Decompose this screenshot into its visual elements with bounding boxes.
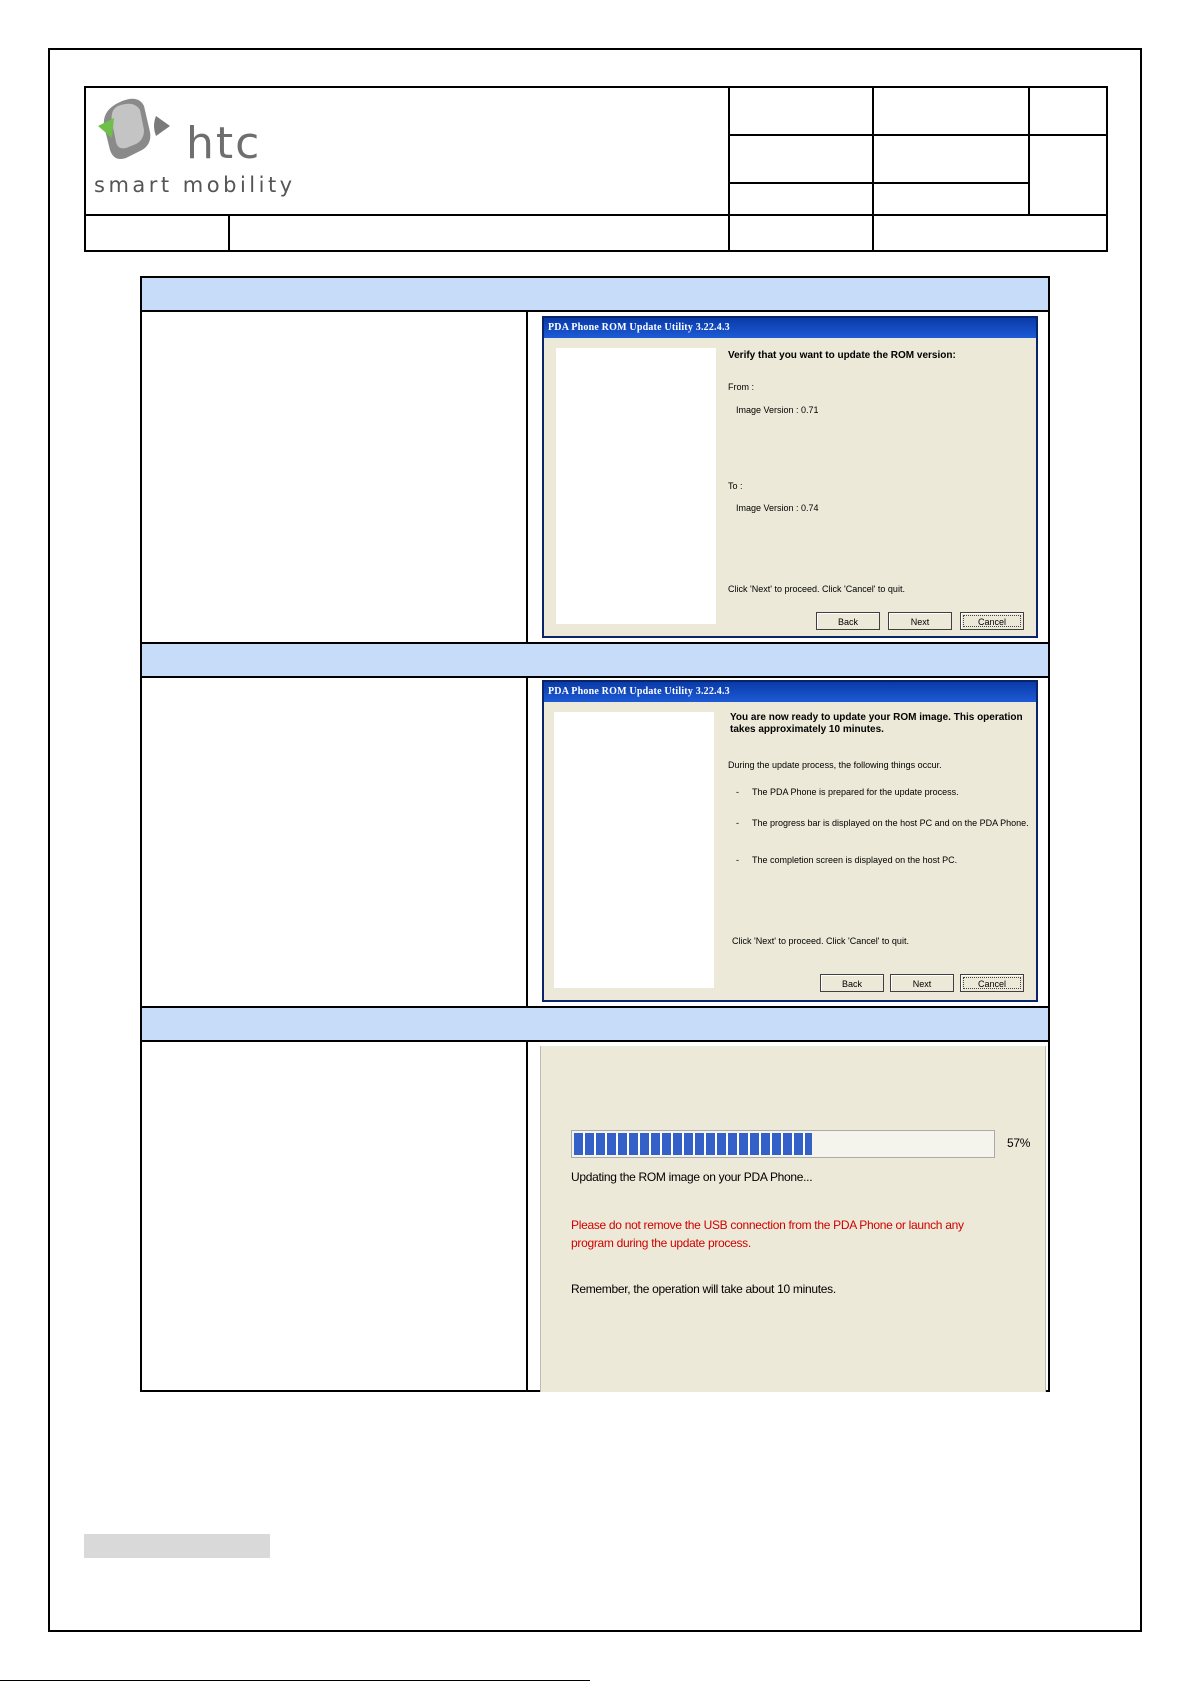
header-cell	[873, 215, 1107, 251]
back-button[interactable]: Back	[816, 612, 880, 630]
logo-wordmark: htc	[186, 118, 262, 169]
progress-status: Updating the ROM image on your PDA Phone...	[571, 1170, 813, 1184]
dialog-intro: During the update process, the following things occur.	[728, 760, 942, 770]
dialog-title-bar: PDA Phone ROM Update Utility 3.22.4.3	[544, 318, 1036, 338]
dialog-image-panel	[556, 348, 716, 624]
header-cell	[729, 215, 873, 251]
footer-rule	[0, 1680, 590, 1681]
section-band	[142, 278, 1048, 312]
header-cell	[1029, 135, 1107, 215]
logo-cell	[85, 87, 729, 215]
dialog-instruction: Click 'Next' to proceed. Click 'Cancel' to quit.	[732, 936, 909, 946]
back-button[interactable]: Back	[820, 974, 884, 992]
document-header-table	[84, 86, 1108, 252]
usb-warning: Please do not remove the USB connection from the PDA Phone or launch any program during the update process.	[571, 1218, 964, 1250]
header-cell	[873, 135, 1029, 183]
dialog-heading-line1: You are now ready to update your ROM image. This operation	[730, 712, 1023, 723]
to-label: To :	[728, 481, 743, 491]
header-cell	[1029, 87, 1107, 135]
dialog-heading-line2: takes approximately 10 minutes.	[730, 724, 884, 735]
duration-reminder: Remember, the operation will take about 10 minutes.	[571, 1282, 836, 1296]
cancel-button[interactable]: Cancel	[960, 612, 1024, 630]
update-progress-panel	[540, 1046, 1046, 1392]
logo-shape-light	[112, 104, 144, 149]
bullet-marker: -	[736, 855, 739, 865]
cancel-button[interactable]: Cancel	[960, 974, 1024, 992]
header-cell	[729, 183, 873, 215]
bullet-item: The PDA Phone is prepared for the update process.	[752, 787, 959, 797]
header-cell	[729, 87, 873, 135]
bullet-marker: -	[736, 787, 739, 797]
column-divider	[526, 1042, 528, 1390]
bullet-marker: -	[736, 818, 739, 828]
next-button[interactable]: Next	[888, 612, 952, 630]
htc-logo	[90, 92, 320, 202]
progress-bar-fill	[574, 1133, 812, 1155]
section-band	[142, 1006, 1048, 1042]
column-divider	[526, 312, 528, 642]
header-cell	[729, 135, 873, 183]
dialog-title-bar: PDA Phone ROM Update Utility 3.22.4.3	[544, 682, 1036, 702]
section-band	[142, 642, 1048, 678]
header-cell	[229, 215, 729, 251]
to-version: Image Version : 0.74	[736, 503, 819, 513]
bullet-item: The progress bar is displayed on the host PC and on the PDA Phone.	[752, 818, 1029, 828]
verify-rom-dialog	[542, 316, 1038, 638]
progress-percent: 57%	[1007, 1136, 1031, 1150]
footer-gray-box	[84, 1534, 270, 1558]
ready-update-dialog	[542, 680, 1038, 1002]
header-cell	[85, 215, 229, 251]
next-button[interactable]: Next	[890, 974, 954, 992]
logo-tagline: smart mobility	[94, 173, 296, 197]
from-label: From :	[728, 382, 754, 392]
header-cell	[873, 183, 1029, 215]
bullet-item: The completion screen is displayed on the host PC.	[752, 855, 958, 865]
header-cell	[873, 87, 1029, 135]
logo-arrow-gray	[154, 116, 170, 136]
dialog-instruction: Click 'Next' to proceed. Click 'Cancel' to quit.	[728, 584, 905, 594]
steps-table	[140, 276, 1050, 1392]
from-version: Image Version : 0.71	[736, 405, 819, 415]
dialog-image-panel	[554, 712, 714, 988]
dialog-heading: Verify that you want to update the ROM version:	[728, 350, 956, 361]
column-divider	[526, 678, 528, 1006]
progress-bar	[571, 1130, 995, 1158]
